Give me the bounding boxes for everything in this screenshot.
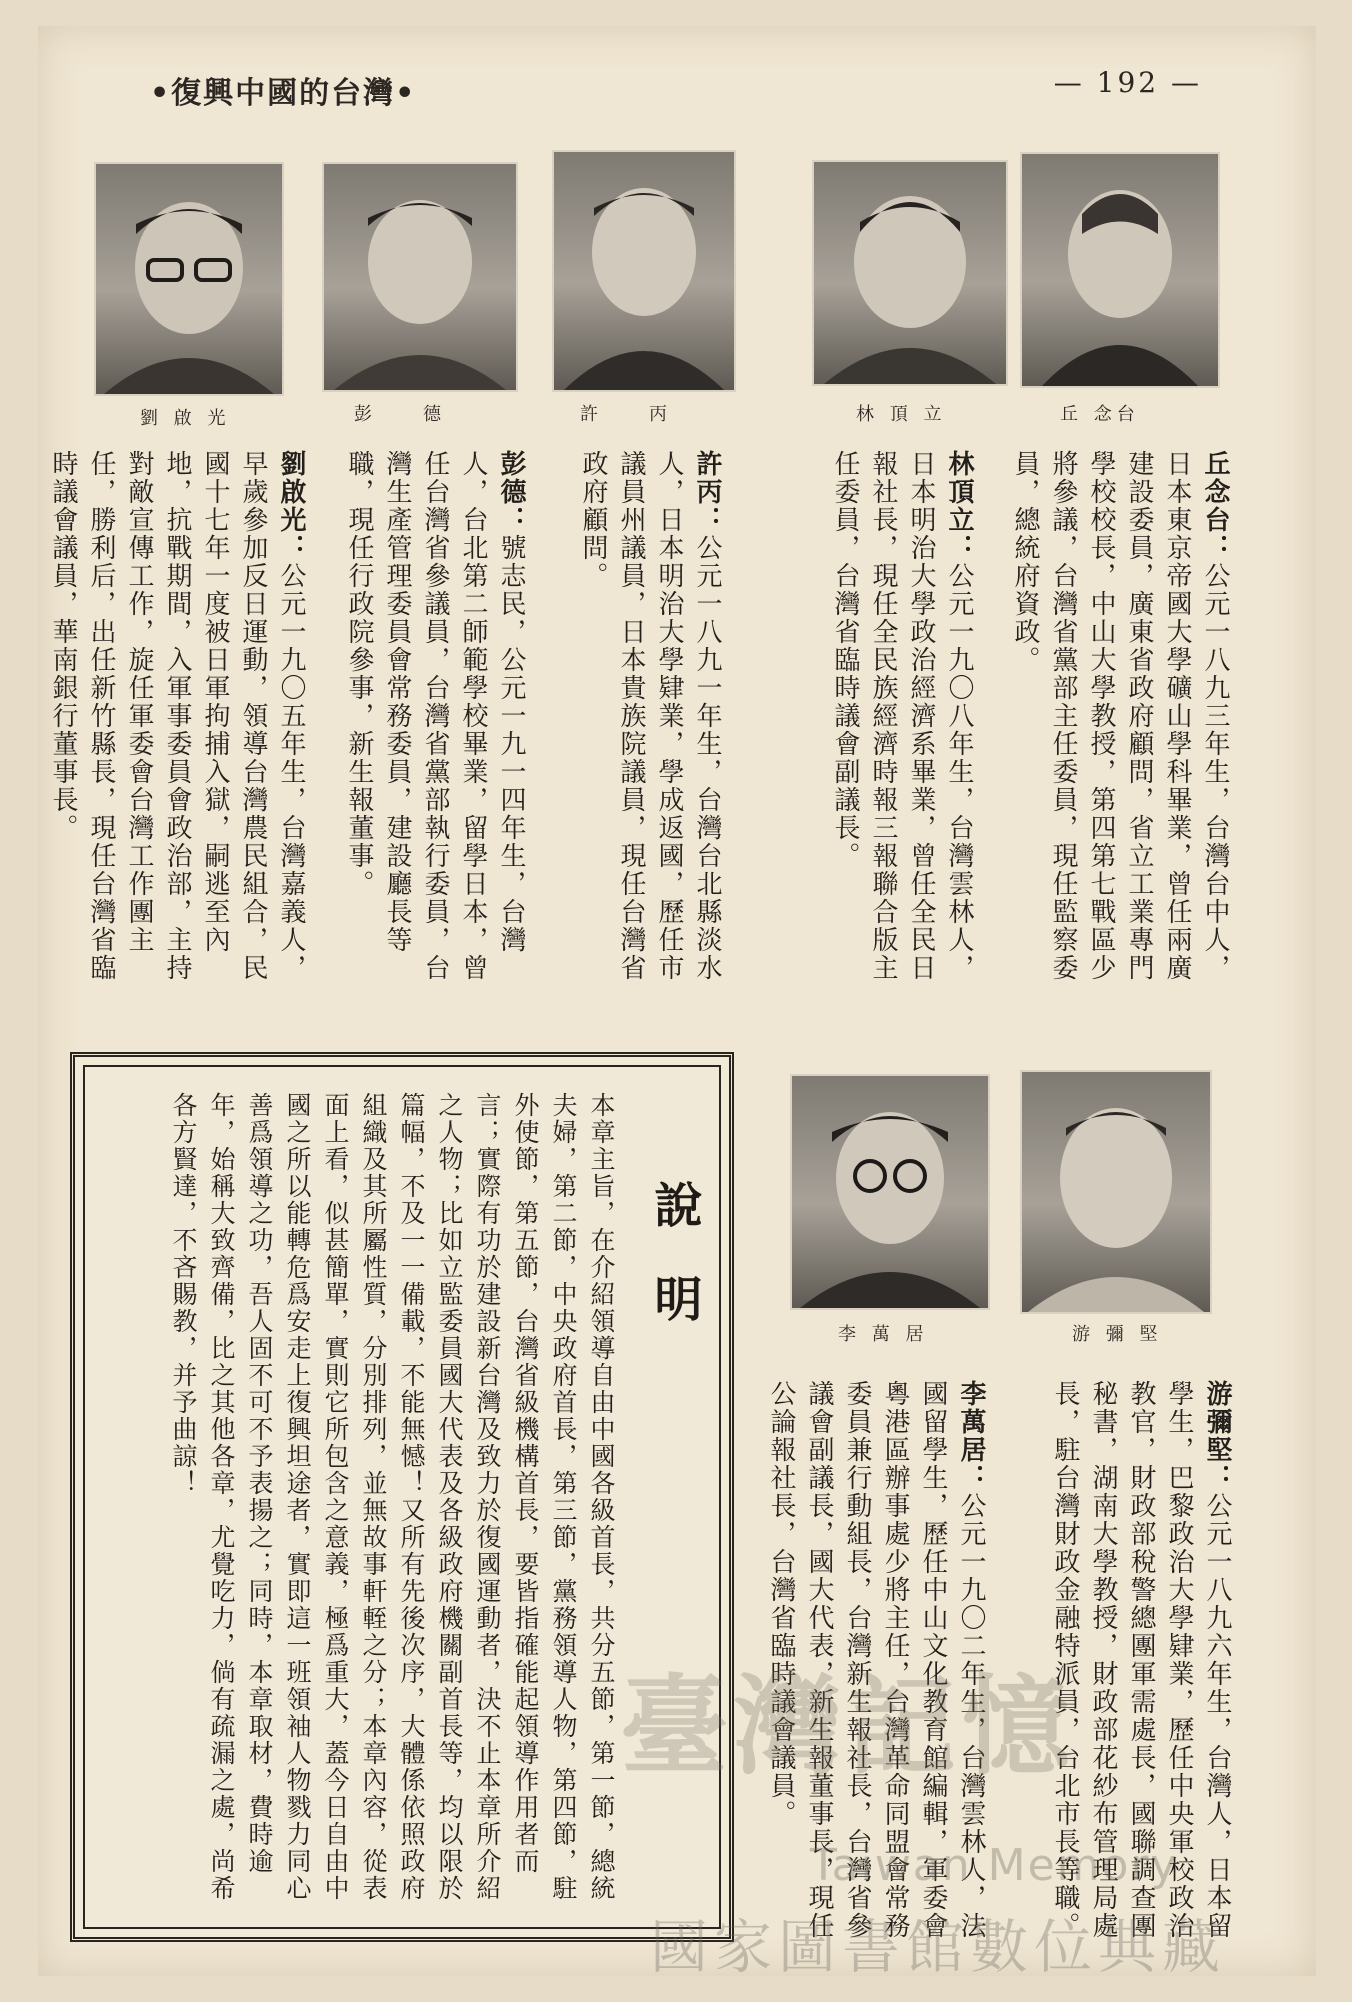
biography-text: 林頂立：公元一九〇八年生，台灣雲林人，日本明治大學政治經濟系畢業，曾任全民日報社長，現任全民族經濟時報三報聯合版主任委員，台灣省臨時議會副議長。 (830, 450, 974, 982)
page-number: — 192 — (1053, 66, 1202, 99)
portrait-caption: 許 丙 (580, 404, 672, 425)
running-title: •復興中國的台灣• (150, 76, 417, 111)
biography-name: 游彌堅： (1202, 1380, 1232, 1492)
explanation-text: 本章主旨，在介紹領導自由中國各級首長，共分五節，第一節，總統夫婦，第二節，中央政府首長，第三節，黨務領導人物，第四節，駐外使節，第五節，台灣省級機構首長，要皆指確能起領導作用者而言；實際有功於建設新台灣及致力於復國運動者，決不止本章所介紹之人物；比如立監委員國大代表及各級政府機關副首長等，均以限於篇幅，不及一一備載，不能無憾！又所有先後次序，大體係依照政府組織及其所屬性質，分別排列，並無故事軒輊之分；本章內容，從表面上看，似甚簡單，實則它所包含之意義，極爲重大，蓋今日自由中國之所以能轉危爲安走上復興坦途者，實即這一班領袖人物戮力同心善爲領導之功，吾人固不可不予表揚之；同時，本章取材，費時逾年，始稱大致齊備，比之其他各章，尤覺吃力，倘有疏漏之處，尚希各方賢達，不吝賜教，并予曲諒！ (169, 1092, 616, 1902)
portrait-caption: 劉 啟 光 (140, 408, 231, 429)
portrait-caption: 李 萬 居 (838, 1324, 929, 1345)
biography-name: 劉啟光： (276, 450, 306, 562)
portrait-photo (1020, 152, 1220, 388)
biography-text: 丘念台：公元一八九三年生，台灣台中人，日本東京帝國大學礦山學科畢業，曾任兩廣建設委員，廣東省政府顧問，省立工業專門學校校長，中山大學教授，第四第七戰區少將參議，台灣省黨部主任委員，現任監察委員，總統府資政。 (1010, 450, 1230, 982)
biography-text: 許丙：公元一八九一年生，台灣台北縣淡水人，日本明治大學肄業，學成返國，歷任市議員州議員，日本貴族院議員，現任台灣省政府顧問。 (578, 450, 722, 982)
portrait-caption: 丘 念台 (1060, 404, 1140, 425)
biography-name: 彭德： (496, 450, 526, 534)
biography-text: 彭德：號志民，公元一九一四年生，台灣人，台北第二師範學校畢業，留學日本，曾任台灣省參議員，台灣省黨部執行委員，台灣生產管理委員會常務委員，建設廳長等職，現任行政院參事，新生報董事。 (344, 450, 526, 982)
watermark-text: 臺灣記憶 (620, 1664, 1077, 1790)
portrait-photo (1020, 1070, 1212, 1314)
portrait-caption: 游 彌 堅 (1072, 1324, 1163, 1345)
biography-name: 李萬居： (956, 1380, 986, 1492)
portrait-photo (322, 162, 518, 392)
biography-text: 李萬居：公元一九〇二年生，台灣雲林人，法國留學生，歷任中山文化教育館編輯，軍委會粵港區辦事處少將主任，台灣革命同盟會常務委員兼行動組長，台灣新生報社長，台灣省參議會副議長，國大代表，新生報董事長，現任公論報社長，台灣省臨時議會議員。 (766, 1380, 986, 1940)
explanation-title: 說明 (646, 1180, 702, 1368)
portrait-photo (790, 1074, 990, 1310)
biography-name: 丘念台： (1200, 450, 1230, 562)
portrait-caption: 林 頂 立 (856, 404, 947, 425)
biography-text: 劉啟光：公元一九〇五年生，台灣嘉義人，早歲參加反日運動，領導台灣農民組合，民國十七年一度被日軍拘捕入獄，嗣逃至內地，抗戰期間，入軍事委員會政治部，主持對敵宣傳工作，旋任軍委會台灣工作團主任，勝利后，出任新竹縣長，現任台灣省臨時議會議員，華南銀行董事長。 (48, 450, 306, 982)
watermark-library: 國家圖書館數位典藏 (650, 1913, 1227, 1981)
portrait-photo (552, 150, 736, 392)
biography-name: 林頂立： (944, 450, 974, 562)
portrait-caption: 彭 德 (354, 404, 446, 425)
watermark-english: Taiwan Memory (810, 1840, 1179, 1891)
portrait-photo (812, 160, 1008, 386)
portrait-photo (94, 162, 284, 396)
biography-text: 游彌堅：公元一八九六年生，台灣人，日本留學生，巴黎政治大學肄業，歷任中央軍校政治教官，財政部稅警總團軍需處長，國聯調查團秘書，湖南大學教授，財政部花紗布管理局處長，駐台灣財政金融特派員，台北市長等職。 (1050, 1380, 1232, 1940)
biography-name: 許丙： (692, 450, 722, 534)
